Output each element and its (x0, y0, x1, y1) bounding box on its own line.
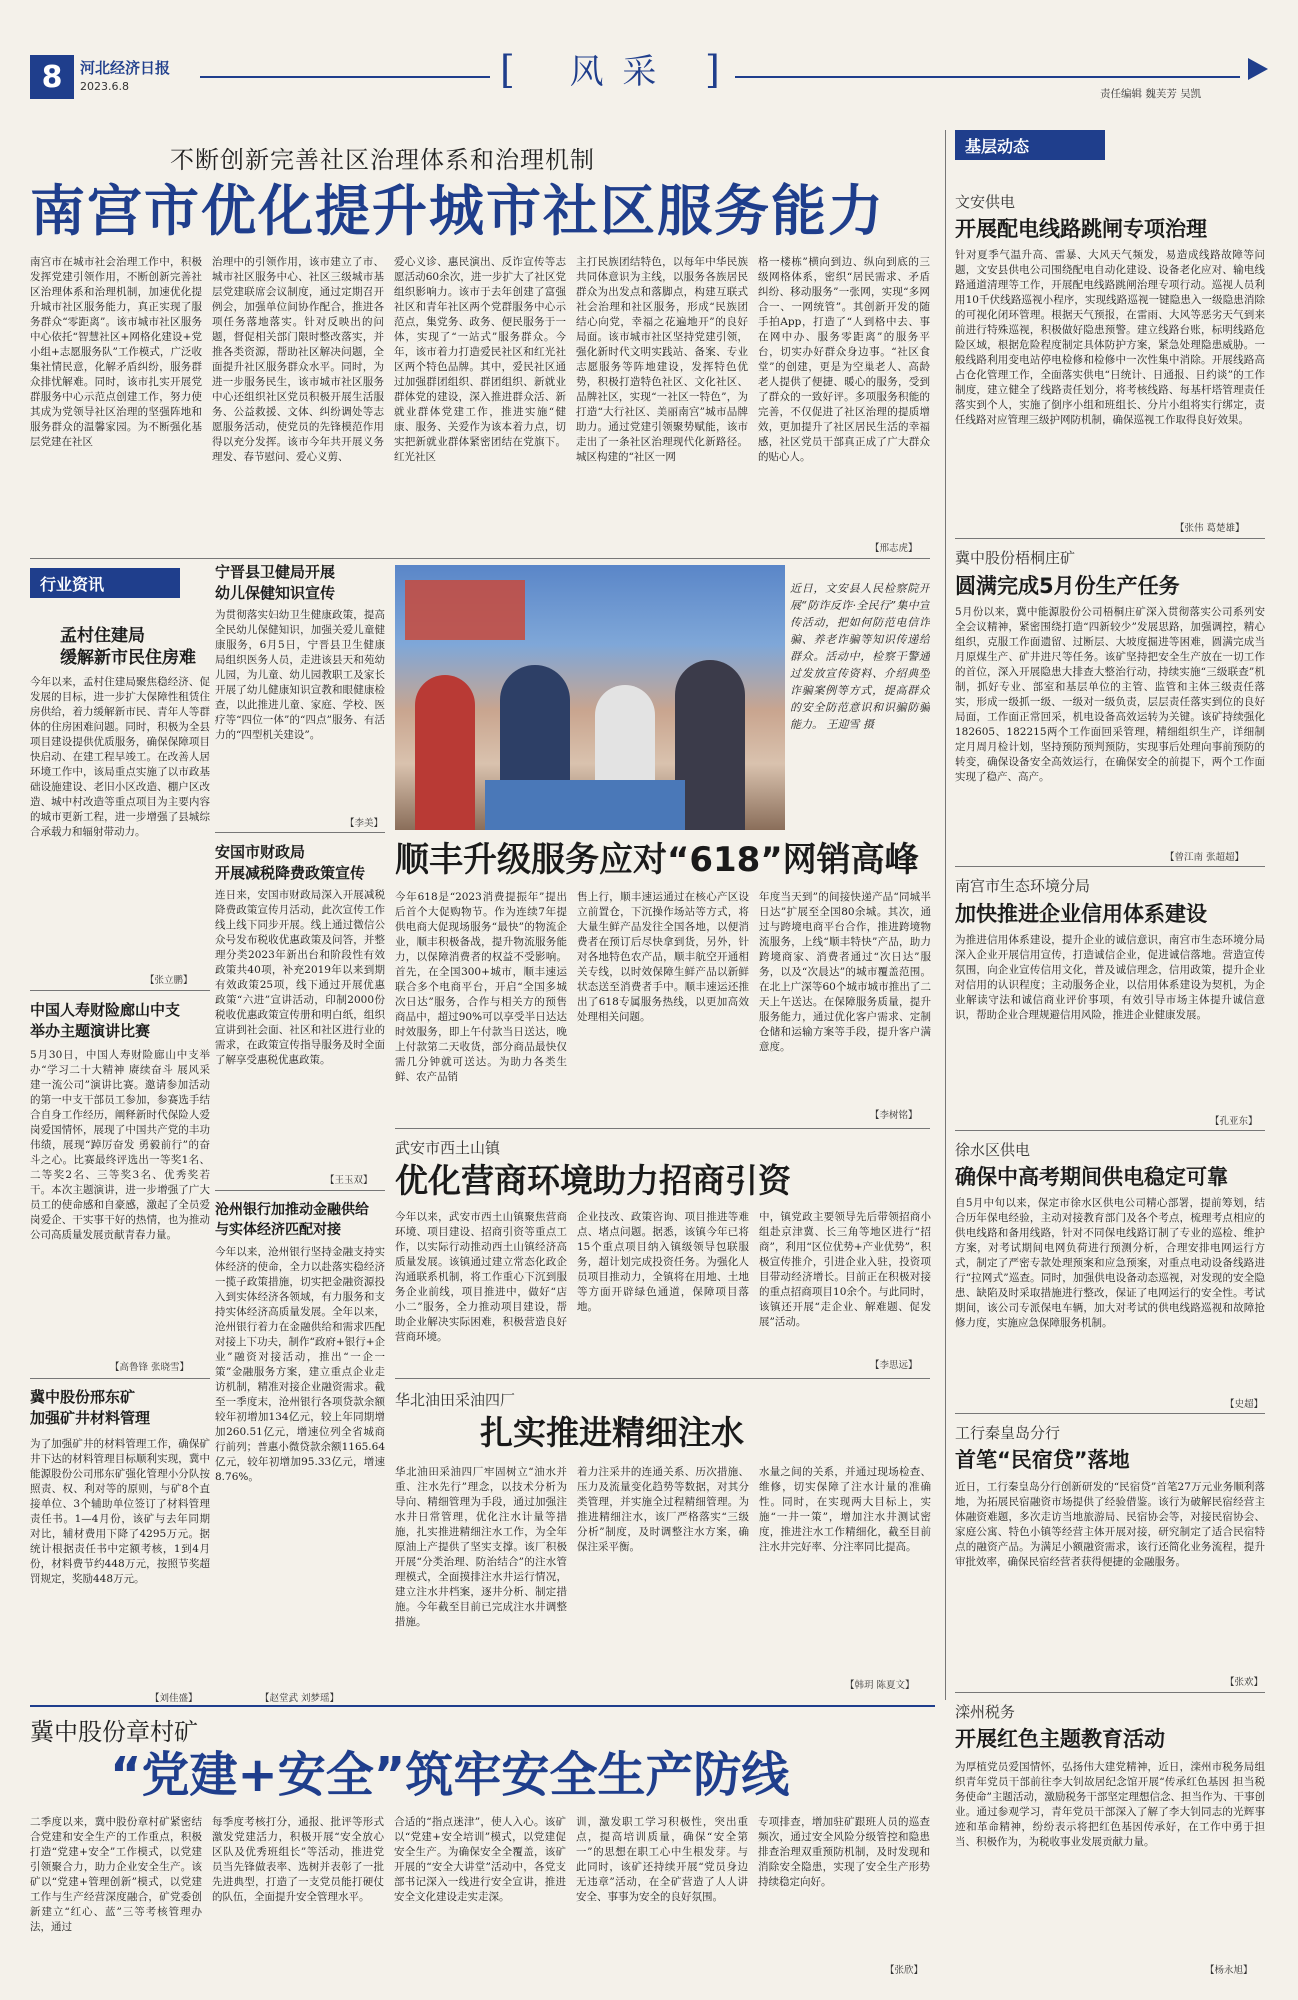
industry-item-2-title: 中国人寿财险廊山中支 举办主题演讲比赛 (30, 1001, 181, 1040)
grassroots-5-title: 首笔“民宿贷”落地 (955, 1448, 1130, 1472)
industry-item-2-author: 【高鲁锋 张晓雪】 (110, 1362, 190, 1373)
lead-kicker: 不断创新完善社区治理体系和治理机制 (170, 146, 595, 174)
brief-3-author: 【赵堂武 刘梦瑶】 (260, 1693, 340, 1704)
photo-caption-author: 王迎雪 摄 (826, 718, 874, 731)
brief-1-text: 为贯彻落实妇幼卫生健康政策，提高全民幼儿保健知识，加强关爱儿童健康服务，6月5日，宁晋县卫生健康局组织医务人员，走进该县天和苑幼儿园，为儿童、幼儿园教职工及家长开展了幼儿健康知识宣教和眼健康检查，以此推进儿童、家庭、学校、医疗等“四位一体”的“四点”服务、有活力的“四型机关建设”。 (215, 609, 385, 741)
grassroots-3-title: 加快推进企业信用体系建设 (955, 902, 1207, 926)
industry-news-label-text: 行业资讯 (40, 574, 105, 594)
grassroots-4-text: 自5月中旬以来，保定市徐水区供电公司精心部署，提前筹划，结合历年保电经验，主动对接教育部门及各个考点，梳理考点相应的供电线路和备用线路，针对不同保电线路订制了专业的巡检、维护方案，对考试期间电网负荷进行预测分析，合理安排电网运行方式，制定了严密专款处理预案和应急预案，对重点电动设备线路进行“拉网式”巡查。同时，加强供电设备动态巡视，对发现的安全隐患、缺陷及时采取措施进行整改，保证了电网运行的安全性。考试期间，该公司专派保电车辆，加大对考试的供电线路巡视和故障抢修力度，实施应急保障服务机制。 (955, 1197, 1265, 1329)
grassroots-2-title: 圆满完成5月份生产任务 (955, 574, 1180, 598)
grassroots-4-author: 【史超】 (1225, 1399, 1264, 1410)
paper-name: 河北经济日报 (80, 59, 171, 77)
shunfeng-col-1: 今年618是“2023消费提振年”提出后首个大促购物节。作为连续7年提供电商大促现场服务“最快”的物流企业，顺丰积极备战，提升物流服务能力，以保障消费者的权益不受影响。首先，在全国300+城市，顺丰速运联合多个电商平台，开启“全国多城次日达”服务，合作与相关方的预售商品中，超过90%可以享受半日达达时效服务，即上午付款当日送达，晚上付款第二天收货，部分商品最快仅需几分钟就可送达。为助力各类生鲜、农产品销 (395, 891, 567, 1083)
page-number: 8 (30, 55, 74, 99)
grassroots-6-title: 开展红色主题教育活动 (955, 1727, 1165, 1751)
grassroots-1-kicker: 文安供电 (955, 193, 1016, 211)
industry-item-1-text: 今年以来，孟村住建局聚焦稳经济、促发展的目标，进一步扩大保障性租赁住房供给，着力缓解新市民、青年人等群体的住房困难问题。同时，积极为全县项目建设提供优质服务，确保保障项目快启动、在建工程早竣工。在改善人居环境工作中，该局重点实施了以市政基础设施建设、老旧小区改造、棚户区改造、城中村改造等重点项目为主要内容的城市更新工程，进一步增强了县城综合承载力和辐射带动力。 (30, 676, 210, 838)
huabei-author: 【韩玥 陈夏文】 (845, 1680, 915, 1691)
grassroots-rule-5 (955, 1692, 1265, 1693)
photo-banner (405, 580, 525, 640)
grassroots-2-author: 【曾江南 张超超】 (1165, 852, 1245, 863)
grassroots-1-title: 开展配电线路跳闸专项治理 (955, 217, 1207, 241)
brief-1-title: 宁晋县卫健局开展 幼儿保健知识宣传 (215, 563, 336, 602)
brief-rule-2 (215, 1190, 385, 1191)
industry-news-label (30, 568, 180, 598)
grassroots-4-title: 确保中高考期间供电稳定可靠 (955, 1165, 1228, 1189)
sidebar-divider (945, 130, 946, 1700)
wuan-rule (395, 1378, 930, 1379)
industry-item-1-title: 孟村住建局 缓解新市民住房难 (60, 626, 196, 668)
bottom-col-5: 专项排查，增加驻矿跟班人员的巡查频次，通过安全风险分级管控和隐患排查治理双重预防机制，及时发现和消除安全隐患，实现了安全生产形势持续稳定向好。 (758, 1816, 930, 1888)
lead-col-2: 治理中的引领作用，该市建立了市、城市社区服务中心、社区三级城市基层党建联席会议制度，通过定期召开例会，加强单位间协作配合，推进各项任务落地落实。针对反映出的问题，督促相关部门限时整改落实，并推各类资源，帮助社区解决问题，全面提升社区服务群众水平。同时，为进一步服务民生，该市城市社区服务中心还组织社区党员积极开展生活服务、公益救援、文体、纠纷调处等志愿服务活动，使党员的先锋模范作用得以充分发挥。该市今年共开展义务理发、春节慰问、爱心义剪、 (212, 256, 384, 463)
lead-author: 【邢志虎】 (870, 543, 918, 554)
bottom-top-rule (30, 1705, 935, 1707)
industry-item-2-text: 5月30日，中国人寿财险廊山中支举办“学习二十大精神 赓续奋斗 展风采 建一流公司”演讲比赛。邀请参加活动的第一中支干部员工参加，参赛选手结合自身工作经历，阐释新时代保险人爱岗爱国情怀，展现了中国共产党的丰功伟绩，展现“踔厉奋发 勇毅前行”的奋斗之心。比赛最终评选出一等奖1名、二等奖2名、三等奖3名、优秀奖若干。本次主题演讲，进一步增强了广大员工的使命感和自豪感，激起了全员爱岗爱企、干实事干好的热情，也为推动公司高质量发展贡献青春力量。 (30, 1049, 210, 1241)
wuan-col-2: 企业技改、政策咨询、项目推进等难点、堵点问题。据悉，该镇今年已将15个重点项目纳入镇级领导包联服务，超计划完成投资任务。为强化人员项目推动力，全镇将在用地、土地等方面开辟绿色通道，保障项目落地。 (577, 1211, 749, 1313)
industry-rule-2 (30, 1378, 210, 1379)
grassroots-3-text: 为推进信用体系建设，提升企业的诚信意识，南宫市生态环境分局深入企业开展信用宣传，打造诚信企业，促进诚信落地。营造宣传氛围，向企业宣传信用文化，普及诚信理念，信用政策，提升企业对信用的认识程度；主动服务企业，以信用体系建设为契机，为企业解读守法和诚信商业评价事项，有效引导市场主体提升诚信意识，帮助企业合理规避信用风险，推进企业健康发展。 (955, 934, 1265, 1021)
photo-table (485, 780, 685, 830)
shunfeng-col-3: 年度当天到”的间接快递产品“同城半日达”扩展至全国80余城。其次，通过与跨境电商平台合作，推进跨境物流服务，上线“顺丰特快”产品，助力跨境商家、消费者通过“次日达”服务，以及“次晨达”的城市覆盖范围。在北上广深等60个城市城市推出了二天上午送达。在保障服务质量，提升服务能力，通过优化客户需求、定制仓储和运输方案等手段，提升客户满意度。 (759, 891, 931, 1053)
lead-title: 南宫市优化提升城市社区服务能力 (30, 179, 886, 243)
wuan-kicker: 武安市西土山镇 (395, 1139, 501, 1157)
bottom-col-1: 二季度以来，冀中股份章村矿紧密结合党建和安全生产的工作重点，积极打造“党建+安全”工作模式，以党建引领聚合力，助力企业安全生产。该矿以“党建+管理创新”模式，以党建工作与生产经营深度融合，矿党委创新建立“红心、蓝”三等考核管理办法，通过 (30, 1816, 202, 1933)
lead-col-1: 南宫市在城市社会治理工作中，积极发挥党建引领作用，不断创新完善社区治理体系和治理机制，加速优化提升城市社区服务能力，真正实现了服务群众“零距离”。该市城市社区服务中心依托“智慧社区+网格化建设+党小组+志愿服务队”工作模式，广泛收集社情民意，化解矛盾纠纷，服务群众排忧解难。同时，该市扎实开展党群服务中心示范点创建工作，努力使其成为党领导社区治理的坚强阵地和服务群众的温馨家园。为不断强化基层党建在社区 (30, 256, 202, 448)
grassroots-3-author: 【孔亚东】 (1210, 1116, 1258, 1127)
wuan-title: 优化营商环境助力招商引资 (395, 1161, 791, 1200)
grassroots-2-text: 5月份以来，冀中能源股份公司梧桐庄矿深入贯彻落实公司系列安全会议精神，紧密围绕打造“四新较少”发展思路，加强调控，精心组织，克服工作面遗留、过断层、大坡度掘进等困难，圆满完成当月原煤生产、矿井进尺等任务。该矿坚持把安全生产放在一切工作的首位，深入开展隐患大排查大整治行动，持续实施“三级联查”机制，抓好专业、部室和基层单位的主管、监管和主体三级责任落实，形成一级抓一级、一级对一级负责，层层责任落实到位的良好局面，工作面正常回采，机电设备高效运转为关键。该矿持续强化182605、182215两个工作面回采管理，精细组织生产，详细制定月周月检计划，坚持预防预判预防，实现事后处理向事前预防的转变，确保设备安全高效运行，在确保安全的前提下，两个工作面实现了稳产、高产。 (955, 606, 1265, 783)
header-rule-left (200, 76, 490, 78)
grassroots-rule-4 (955, 1413, 1265, 1414)
brief-3-text: 今年以来，沧州银行坚持金融支持实体经济的使命，全力以赴落实稳经济一揽子政策措施，切实把金融资源投入到实体经济各领域，有力服务和支持实体经济高质量发展。全年以来，沧州银行着力在金融供给和需求匹配对接上下功夫，制作“政府+银行+企业”融资对接活动，推出“一企一策”金融服务方案，建立重点企业走访机制，精准对接企业融资需求。截至一季度末，沧州银行各项贷款余额较年初增加134亿元，较上年同期增加260.51亿元，增速位列全省城商行前列；普惠小微贷款余额1165.64亿元，较年初增加95.33亿元，增速8.76%。 (215, 1246, 385, 1483)
grassroots-5-text: 近日，工行秦皇岛分行创新研发的“民宿贷”首笔27万元业务顺利落地，为拓展民宿融资市场提供了经验借鉴。该行为破解民宿经营主体融资难题，多次走访当地旅游局、民宿协会等，对接民宿协会、家庭公寓、特色小镇等经营主体开展对接，研究制定了适合民宿特点的融资产品。为满足小额融资需求，该行还简化业务流程，提升审批效率，确保民宿经营者获得便捷的金融服务。 (955, 1481, 1265, 1568)
industry-item-3-text: 为了加强矿井的材料管理工作，确保矿井下达的材料管理目标顺利实现，冀中能源股份公司邢东矿强化管理小分队按照责、权、利对等的原则，与矿8个直接单位、3个辅助单位签订了材料管理责任书。1—4月份，该矿与去年同期对比，辅材费用下降了4295万元。据统计根据责任书中定额考核，1到4月份，材料费节约448万元，按照节奖超罚规定，奖励448万元。 (30, 1438, 210, 1585)
section-bracket-right: ] (705, 48, 720, 92)
header-rule-right (735, 76, 1240, 78)
grassroots-1-author: 【张伟 葛楚雄】 (1175, 523, 1245, 534)
shunfeng-author: 【李树铭】 (870, 1110, 918, 1121)
industry-item-3-title: 冀中股份邢东矿 加强矿井材料管理 (30, 1388, 151, 1427)
brief-1-author: 【李美】 (345, 818, 384, 829)
lead-col-5: 格一楼栋”横向到边、纵向到底的三级网格体系，密织“居民需求、矛盾纠纷、移动服务”一张网，实现“多网合一、一网统管”。其创新开发的随手拍App，打造了“人到格中去、事在网中办、服务零距离”的服务平台，切实办好群众身边事。“社区食堂”的创建，更是为空巢老人、高龄老人提供了便捷、暖心的服务，受到了群众的一致好评。多项服务积能的完善，不仅促进了社区治理的提质增效，更加提升了社区居民生活的幸福感，社区党员干部真正成了广大群众的贴心人。 (758, 256, 930, 463)
brief-rule-1 (215, 832, 385, 833)
photo-person-1 (415, 675, 475, 830)
grassroots-label (955, 130, 1105, 160)
grassroots-3-kicker: 南宫市生态环境分局 (955, 877, 1091, 895)
shunfeng-col-2: 售上行，顺丰速运通过在核心产区设立前置仓，下沉操作场站等方式，将大量生鲜产品发往全国各地，以便消费者在预订后尽快拿到货，另外，针对各地特色农产品，顺丰航空开通相关专线，以时效保障生鲜产品以新鲜状态送至消费者手中。顺丰速运还推出了618专属服务热线，以更加高效处理相关问题。 (577, 891, 749, 1023)
bottom-title: “党建+安全”筑牢安全生产防线 (110, 1747, 790, 1803)
section-bracket-left: [ (500, 48, 515, 92)
bottom-author: 【张欣】 (885, 1965, 924, 1976)
huabei-col-2: 着力注采井的连通关系、历次措施、压力及流量变化趋势等数据，对其分类管理，并实施全过程精细管理。为推进精细注水，该厂严格落实“三级分析”制度，及时调整注水方案，确保注采平衡。 (577, 1466, 749, 1553)
lead-bottom-rule (30, 558, 930, 559)
brief-2-text: 连日来，安国市财政局深入开展减税降费政策宣传月活动，此次宣传工作线上线下同步开展。线上通过微信公众号发布税收优惠政策及问答，并整理分类2023年新出台和阶段性有效政策共40项，补充2019年以来到期有效政策25项，线下通过开展优惠政策“六进”宣讲活动，印制2000份税收优惠政策宣传册和明白纸，组织宣讲到社会面、社区和社区进行业的需求，在政策宣传指导服务及时全面了解享受惠税优惠政策。 (215, 889, 385, 1066)
news-photo (395, 565, 785, 830)
huabei-col-3: 水量之间的关系，并通过现场检查、维修，切实保障了注水计量的准确性。同时，在实现两大目标上，实施“一井一策”，增加注水井测试密度，推进注水工作精细化，截至目前注水井完好率、分注率同比提高。 (759, 1466, 931, 1553)
bottom-col-3: 合适的“指点迷津”，使人入心。该矿以“党建+安全培训”模式，以党建促安全生产。为确保安全全覆盖，该矿开展的“安全大讲堂”活动中，各党支部书记深入一线进行安全宣讲，推进安全文化建设走实走深。 (394, 1816, 566, 1903)
huabei-kicker: 华北油田采油四厂 (395, 1391, 516, 1409)
page-arrow-icon[interactable] (1248, 58, 1268, 80)
brief-2-author: 【王玉双】 (325, 1175, 373, 1186)
wuan-col-3: 中，镇党政主要领导先后带领招商小组赴京津冀、长三角等地区进行“招商”，利用“区位优势+产业优势”，积极宣传推介，引进企业入驻，投资项目带动经济增长。目前正在积极对接的重点招商项目10余个。与此同时，该镇还开展“走企业、解难题、促发展”活动。 (759, 1211, 931, 1328)
industry-item-1-author: 【张立鹏】 (145, 975, 193, 986)
wuan-author: 【李思远】 (870, 1360, 918, 1371)
huabei-title: 扎实推进精细注水 (480, 1413, 744, 1452)
grassroots-label-text: 基层动态 (965, 136, 1030, 156)
grassroots-6-text: 为厚植党员爱国情怀，弘扬伟大建党精神，近日，滦州市税务局组织青年党员干部前往李大钊故居纪念馆开展“传承红色基因 担当税务使命”主题活动，激励税务干部坚定理想信念、担当作为、干事创业。通过参观学习，青年党员干部深入了解了李大钊同志的光辉事迹和革命精神，纷纷表示将把红色基因传承好，在工作中勇于担当、积极作为，为税收事业发展贡献力量。 (955, 1761, 1265, 1848)
industry-item-3-author: 【刘佳盛】 (150, 1693, 198, 1704)
photo-caption (790, 580, 930, 825)
section-title: 风 采 (569, 52, 661, 92)
grassroots-rule-1 (955, 538, 1265, 539)
issue-date: 2023.6.8 (80, 80, 129, 93)
lead-col-4: 主打民族团结特色，以每年中华民族共同体意识为主线，以服务各族居民群众为出发点和落脚点，构建互联式社会治理和社区服务，形成“民族团结心向党，幸福之花遍地开”的良好局面。该市城市社区坚持党建引领，强化新时代文明实践站、备案、专业志愿服务等阵地建设，发挥特色优势，积极打造特色社区、文化社区、品牌社区，实现“一社区一特色”，为打造“大行社区、美丽南宫”城市品牌助力。通过党建引领聚势赋能，该市走出了一条社区治理现代化新路径。城区构建的“社区一网 (576, 256, 748, 463)
industry-rule-1 (30, 990, 210, 991)
shunfeng-rule (395, 1128, 930, 1129)
grassroots-4-kicker: 徐水区供电 (955, 1141, 1031, 1159)
wuan-col-1: 今年以来，武安市西土山镇聚焦营商环境、项目建设、招商引资等重点工作，以实际行动推动西土山镇经济高质量发展。该镇通过建立常态化政企沟通联系机制，将工作重心下沉到服务企业前线，项目推进中，做好“店小二”服务，全力推动项目建设，帮助企业解决实际困难，积极营造良好营商环境。 (395, 1211, 567, 1343)
grassroots-rule-2 (955, 866, 1265, 867)
editor-credit: 责任编辑 魏芙芳 吴凯 (1100, 88, 1202, 100)
brief-2-title: 安国市财政局 开展减税降费政策宣传 (215, 843, 366, 882)
grassroots-2-kicker: 冀中股份梧桐庄矿 (955, 549, 1076, 567)
bottom-col-2: 每季度考核打分，通报、批评等形式激发党建活力，积极开展“安全放心区队及优秀班组长”等活动，推进党员当先锋做表率、选树并表彰了一批先进典型，打造了一支党员能打硬仗的队伍，全面提升安全管理水平。 (212, 1816, 384, 1903)
brief-3-title: 沧州银行加推动金融供给 与实体经济匹配对接 (215, 1202, 369, 1238)
bottom-col-4: 训，激发职工学习积极性，突出重点，提高培训质量，确保“安全第一”的思想在职工心中生根发芽。与此同时，该矿还持续开展“党员身边无违章”活动，在全矿营造了人人讲安全、事事为安全的良好氛围。 (576, 1816, 748, 1903)
lead-col-3: 爱心义诊、惠民演出、反诈宣传等志愿活动60余次，进一步扩大了社区党组织影响力。该市于去年创建了富强社区和青年社区两个党群服务中心示范点，集党务、政务、便民服务于一体，实现了“一站式”服务群众。今年，该市着力打造爱民社区和红光社区两个特色品牌。其中，爱民社区通过加强群团组织、群团组织、新就业群体党的建设，深入推进群众活、新就业群体党建工作，推进实施“健康、服务、关爱作为该本着力点，切实把新就业群体紧密团结在党旗下。红光社区 (394, 256, 566, 463)
grassroots-5-author: 【张欢】 (1225, 1677, 1264, 1688)
shunfeng-title: 顺丰升级服务应对“618”网销高峰 (395, 840, 919, 880)
photo-person-4 (675, 660, 745, 830)
photo-caption-text: 近日，文安县人民检察院开展“防诈反诈·全民行”集中宣传活动，把如何防范电信诈骗、养老诈骗等知识传递给群众。活动中，检察干警通过发放宣传资料、介绍典型诈骗案例等方式，提高群众的安全防范意识和识骗防骗能力。 (790, 582, 930, 731)
grassroots-1-text: 针对夏季气温升高、雷暴、大风天气频发，易造成线路故障等问题，文安县供电公司围绕配电自动化建设、设备老化应对、输电线路通道清理等工作，开展配电线路跳闸治理专项行动。巡视人员利用10千伏线路巡视小程序，实现线路巡视一键隐患入一级隐患消除的可视化闭环管理。根据天气预报，在雷雨、大风等恶劣天气到来前进行特殊巡视，积极做好隐患预警。建立线路台账，标明线路危险区域，根据危险程度制定具体防护方案，紧急处理隐患威胁。一般线路利用变电站停电检修和检修中一次性集中消除。开展线路高占仓化管理工作，全面落实供电“日统计、日通报、日约谈”的工作制度，建立健全了线路责任划分，将考核线路、每基杆塔管理责任落实到个人，实施了倒序小组和班组长、分片小组将实行绑定，责任线路对应管理三级护网防机制，确保巡视工作取得良好效果。 (955, 249, 1265, 426)
grassroots-5-kicker: 工行秦皇岛分行 (955, 1424, 1061, 1442)
bottom-kicker: 冀中股份章村矿 (30, 1718, 198, 1746)
grassroots-6-author: 【杨永旭】 (1205, 1965, 1253, 1976)
grassroots-6-kicker: 滦州税务 (955, 1703, 1016, 1721)
grassroots-rule-3 (955, 1130, 1265, 1131)
huabei-col-1: 华北油田采油四厂牢固树立“油水并重、注水先行”理念，以技术分析为导向、精细管理为手段，通过加强注水井日常管理，优化注水计量等措施，扎实推进精细注水工作，为全年原油上产提供了坚实支撑。该厂积极开展“分类治理、防治结合”的注水管理模式，全面摸排注水井运行情况，建立注水井档案，逐井分析、制定措施。今年截至目前已完成注水井调整措施。 (395, 1466, 567, 1628)
